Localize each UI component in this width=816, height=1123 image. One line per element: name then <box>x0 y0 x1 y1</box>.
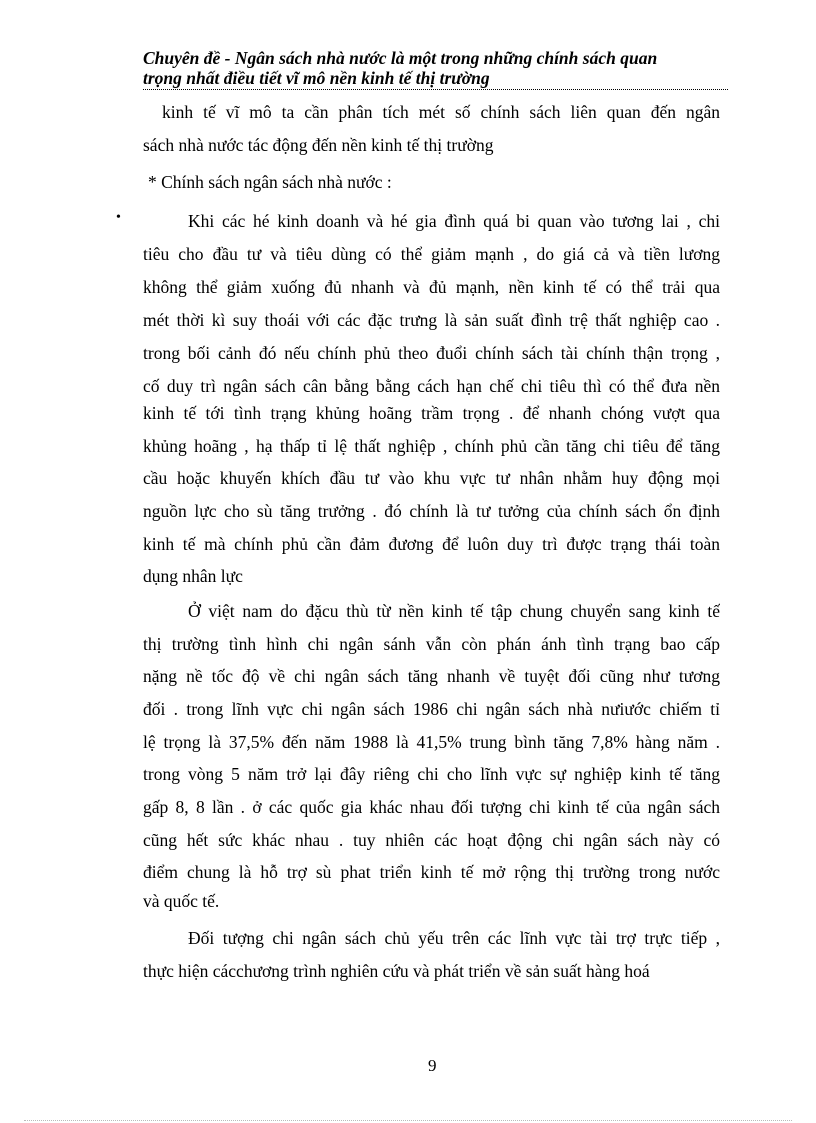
paragraph-2-line: trong vòng 5 năm trở lại đây riêng chi cho lĩnh vực sự nghiệp kinh tế tăng <box>143 764 720 784</box>
document-header <box>143 48 728 90</box>
paragraph-1-line: tiêu cho đầu tư và tiêu dùng có thể giảm mạnh , do giá cả và tiền lương <box>143 244 720 264</box>
paragraph-2-line: điểm chung là hỗ trợ sù phat triển kinh tế mở rộng thị trường trong nước <box>143 862 720 882</box>
header-line-1: Chuyên đề - Ngân sách nhà nước là một trong những chính sách quan <box>143 48 658 68</box>
paragraph-1-line: khủng hoãng , hạ thấp tỉ lệ thất nghiệp , chính phủ cần tăng chi tiêu để tăng <box>143 436 720 456</box>
paragraph-3-line: Đối tượng chi ngân sách chủ yếu trên các lĩnh vực tài trợ trực tiếp , <box>188 928 720 948</box>
paragraph-2-line: Ở việt nam do đặcu thù từ nền kinh tế tập chung chuyển sang kinh tế <box>188 601 720 621</box>
page-number: 9 <box>428 1056 437 1075</box>
header-line-2: trọng nhất điều tiết vĩ mô nền kinh tế thị trường <box>143 68 490 88</box>
intro-line: kinh tế vĩ mô ta cần phân tích mét số chính sách liên quan đến ngân <box>162 102 720 122</box>
paragraph-2-line: và quốc tế. <box>143 891 220 911</box>
paragraph-2-line: lệ trọng là 37,5% đến năm 1988 là 41,5% trung bình tăng 7,8% hàng năm . <box>143 732 720 752</box>
paragraph-1-line: kinh tế tới tình trạng khủng hoãng trầm trọng . để nhanh chóng vượt qua <box>143 403 720 423</box>
paragraph-1-line: nguồn lực cho sù tăng trưởng . đó chính là tư tưởng của chính sách ổn định <box>143 501 720 521</box>
paragraph-3-line: thực hiện cácchương trình nghiên cứu và phát triển về sản suất hàng hoá <box>143 961 650 981</box>
bullet-icon: • <box>116 210 121 225</box>
section-title: * Chính sách ngân sách nhà nước : <box>148 172 392 192</box>
paragraph-1-line: trong bối cảnh đó nếu chính phủ theo đuổi chính sách tài chính thận trọng , <box>143 343 720 363</box>
footer-divider <box>24 1120 792 1121</box>
paragraph-2-line: nặng nề tốc độ về chi ngân sách tăng nhanh về tuyệt đối cũng như tương <box>143 666 720 686</box>
paragraph-2-line: gấp 8, 8 lần . ở các quốc gia khác nhau đối tượng chi kinh tế của ngân sách <box>143 797 720 817</box>
paragraph-2-line: đối . trong lĩnh vực chi ngân sách 1986 chi ngân sách nhà nưiước chiếm tỉ <box>143 699 720 719</box>
paragraph-1-line: không thể giảm xuống đủ nhanh và đủ mạnh, nền kinh tế có thể trải qua <box>143 277 720 297</box>
paragraph-1-line: dụng nhân lực <box>143 566 243 586</box>
paragraph-2-line: thị trường tình hình chi ngân sánh vẫn còn phán ánh tình trạng bao cấp <box>143 634 720 654</box>
paragraph-1-line: Khi các hé kinh doanh và hé gia đình quá bi quan vào tương lai , chi <box>188 211 720 231</box>
paragraph-1-line: cố duy trì ngân sách cân bằng bằng cách hạn chế chi tiêu thì có thể đưa nền <box>143 376 720 396</box>
paragraph-1-line: mét thời kì suy thoái với các đặc trưng là sản suất đình trệ thất nghiệp cao . <box>143 310 720 330</box>
intro-line: sách nhà nước tác động đến nền kinh tế thị trường <box>143 135 494 155</box>
paragraph-1-line: cầu hoặc khuyến khích đầu tư vào khu vực tư nhân nhằm huy động mọi <box>143 468 720 488</box>
paragraph-1-line: kinh tế mà chính phủ cần đảm đương để luôn duy trì được trạng thái toàn <box>143 534 720 554</box>
paragraph-2-line: cũng hết sức khác nhau . tuy nhiên các hoạt động chi ngân sách này có <box>143 830 720 850</box>
